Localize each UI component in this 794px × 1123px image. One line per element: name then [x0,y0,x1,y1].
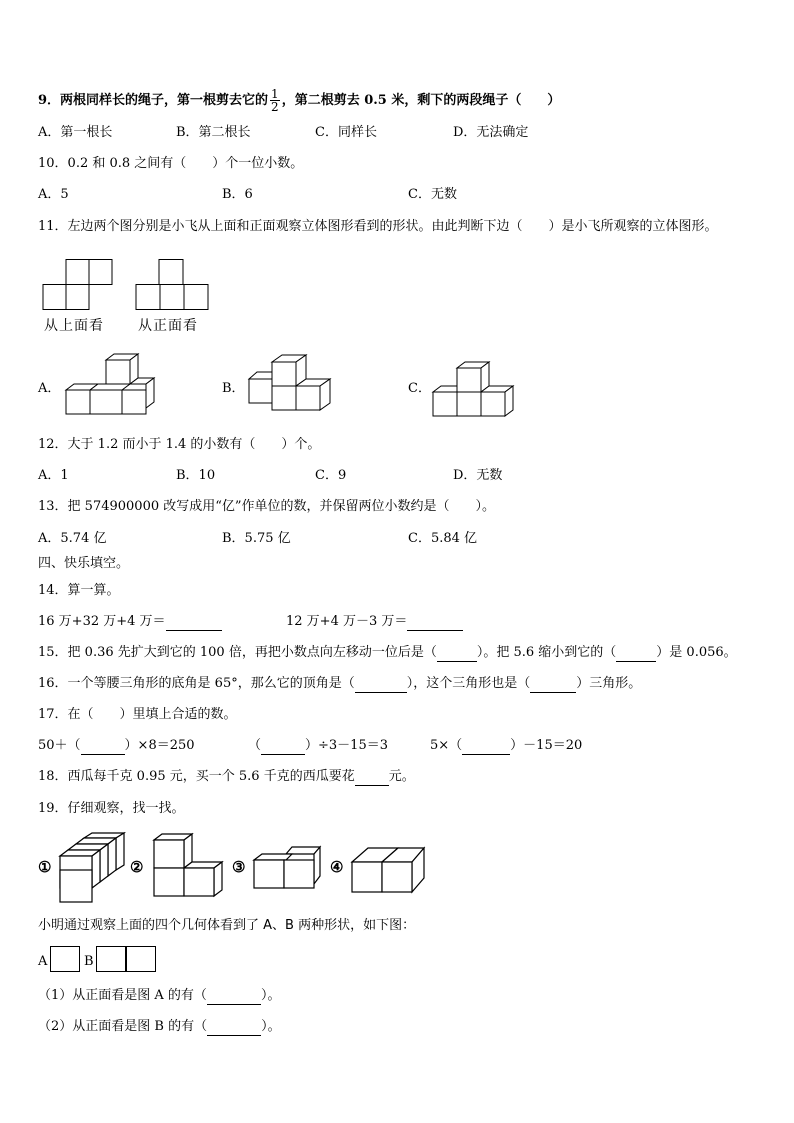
question-15 [38,645,737,662]
q10-option-a[interactable]: A．5 [38,187,69,202]
frac-numerator: 1 [271,87,279,101]
q19-label-3: ③ [232,858,246,876]
q16-text-c: ）三角形。 [576,676,642,691]
q16-blank-1[interactable] [355,676,407,693]
q16-text-a: 16．一个等腰三角形的底角是 65°，那么它的顶角是（ [38,676,355,691]
question-11: 11．左边两个图分别是小飞从上面和正面观察立体图形看到的形状。由此判断下边（ ）是小飞所观察的立体图形。 [38,219,718,234]
q19-sub-1 [38,988,280,1005]
q19-sub1-text-b: ）。 [260,988,281,1003]
q10-option-c[interactable]: C．无数 [408,187,457,202]
q19-description: 小明通过观察上面的四个几何体看到了 A、B 两种形状，如下图： [38,918,416,933]
q15-text-c: ）是 0.056。 [656,645,737,660]
section-4-title: 四、快乐填空。 [38,556,130,571]
caption-front-view: 从正面看 [138,318,198,334]
shape-b-square-1 [96,946,126,972]
q12-option-c[interactable]: C．9 [315,468,347,483]
q15-blank-2[interactable] [616,645,656,662]
q17-e3-b: ）－15＝20 [510,738,583,753]
q9-text-pre: 9．两根同样长的绳子，第一根剪去它的 [38,93,269,108]
top-view-figure [42,259,122,311]
shape-a-square [50,946,80,972]
q13-option-a[interactable]: A．5.74 亿 [38,531,107,546]
q17-e2-b: ）÷3－15＝3 [305,738,388,753]
q19-label-4: ④ [330,858,344,876]
q19-figure-4 [350,840,430,896]
q19-sub1-blank[interactable] [207,988,261,1005]
q17-blank-3[interactable] [462,738,510,755]
q19-figure-2 [152,832,228,902]
shape-b-square-2 [126,946,156,972]
question-13: 13．把 574900000 改写成用“亿”作单位的数，并保留两位小数约是（ ）。 [38,499,496,514]
q15-text-b: ）。把 5.6 缩小到它的（ [476,645,617,660]
q19-figure-3 [252,844,324,892]
q18-text-b: 元。 [388,769,415,784]
q17-e1-a: 50＋（ [38,738,81,753]
q17-e1-b: ）×8＝250 [124,738,195,753]
q19-sub2-text-a: （2）从正面看是图 B 的有（ [38,1019,208,1034]
q18-text-a: 18．西瓜每千克 0.95 元，买一个 5.6 千克的西瓜要花 [38,769,355,784]
question-10: 10．0.2 和 0.8 之间有（ ）个一位小数。 [38,156,304,171]
frac-denominator: 2 [271,100,279,114]
q11-option-c[interactable]: C． [408,381,431,396]
q17-expr-1 [38,738,195,755]
q14-expr-1 [38,614,222,631]
q19-sub-2 [38,1019,281,1036]
question-19: 19．仔细观察，找一找。 [38,801,185,816]
q10-option-b[interactable]: B．6 [222,187,253,202]
q12-option-a[interactable]: A．1 [38,468,69,483]
q14-expr-1-text: 16 万+32 万+4 万＝ [38,614,166,629]
q14-expr-2-text: 12 万+4 万－3 万＝ [286,614,408,629]
q11-figure-a [64,352,160,422]
q17-e2-a: （ [248,738,262,753]
q14-expr-2 [286,614,463,631]
q17-blank-2[interactable] [261,738,305,755]
question-17: 17．在（ ）里填上合适的数。 [38,707,237,722]
q17-e3-a: 5×（ [430,738,463,753]
q11-figure-b [248,352,338,414]
front-view-figure [135,259,215,311]
q19-sub1-text-a: （1）从正面看是图 A 的有（ [38,988,207,1003]
q11-figure-c [432,360,518,420]
q9-option-a[interactable]: A．第一根长 [38,125,113,140]
q13-option-c[interactable]: C．5.84 亿 [408,531,478,546]
q15-text-a: 15．把 0.36 先扩大到它的 100 倍，再把小数点向左移动一位后是（ [38,645,437,660]
q17-expr-2 [248,738,388,755]
q16-blank-2[interactable] [530,676,576,693]
q18-blank[interactable] [355,769,389,786]
q19-figure-1 [58,832,130,904]
q9-option-b[interactable]: B．第二根长 [176,125,251,140]
q19-sub2-text-b: ）。 [261,1019,281,1034]
q19-sub2-blank[interactable] [207,1019,261,1036]
q17-expr-3 [430,738,582,755]
q15-blank-1[interactable] [437,645,477,662]
question-18 [38,769,415,786]
question-9 [38,88,560,113]
question-16 [38,676,641,693]
fraction-one-half [270,88,280,113]
shape-b-label: B [84,954,94,969]
q19-label-1: ① [38,858,52,876]
q11-option-a[interactable]: A． [38,381,61,396]
caption-top-view: 从上面看 [44,318,104,334]
q9-option-c[interactable]: C．同样长 [315,125,377,140]
question-12: 12．大于 1.2 而小于 1.4 的小数有（ ）个。 [38,437,321,452]
q19-label-2: ② [130,858,144,876]
q16-text-b: ），这个三角形也是（ [406,676,531,691]
shape-a-label: A [38,954,48,969]
q14-blank-2[interactable] [407,614,463,631]
q12-option-b[interactable]: B．10 [176,468,216,483]
q9-option-d[interactable]: D．无法确定 [453,125,529,140]
q12-option-d[interactable]: D．无数 [453,468,503,483]
q11-option-b[interactable]: B． [222,381,245,396]
q9-text-post: ，第二根剪去 0.5 米，剩下的两段绳子（ ） [281,93,561,108]
q14-blank-1[interactable] [166,614,222,631]
question-14: 14．算一算。 [38,583,120,598]
q17-blank-1[interactable] [81,738,125,755]
q13-option-b[interactable]: B．5.75 亿 [222,531,291,546]
